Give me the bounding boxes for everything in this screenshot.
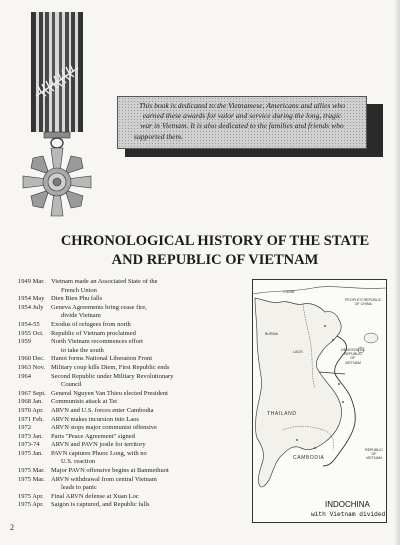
timeline-row (18, 441, 250, 450)
timeline-event-line: General Nguyen Van Thieu elected President (51, 389, 168, 397)
timeline-event-line: French Union (61, 286, 97, 294)
timeline-event (51, 424, 250, 433)
timeline-event (51, 416, 250, 425)
timeline-event (51, 493, 250, 502)
timeline-event-line: Geneva Agreements bring cease fire, (51, 303, 147, 311)
timeline-date: 1971 Feb. (18, 415, 44, 423)
timeline-event-line: Republic of Vietnam proclaimed (51, 329, 136, 337)
timeline-event-line: ARVN withdrawal from central Vietnam (51, 475, 157, 483)
timeline-date: 1954 July (18, 303, 44, 311)
timeline-row (18, 390, 250, 399)
timeline-row (18, 493, 250, 502)
timeline-date: 1975 Mar. (18, 475, 45, 483)
timeline-event-line: Second Republic under Military Revolutionary (51, 372, 174, 380)
timeline-event (51, 278, 250, 295)
timeline-event (51, 467, 250, 476)
timeline-event-line: ARVN and PAVN jostle for territory (51, 441, 146, 449)
timeline-row (18, 407, 250, 416)
timeline-row (18, 373, 250, 390)
chronology-list (18, 278, 250, 510)
timeline-event-line: leads to panic (61, 484, 97, 492)
indochina-map (252, 279, 387, 523)
timeline-event-line: Paris "Peace Agreement" signed (51, 432, 135, 440)
timeline-date: 1975 Apr. (18, 501, 44, 509)
timeline-event-line: to take the south (61, 346, 104, 354)
timeline-event-line: Military coup kills Diem, First Republic ends (51, 363, 170, 371)
dedication-line: war in Vietnam. It is also dedicated to the families and friends who (140, 121, 344, 131)
timeline-row (18, 467, 250, 476)
heading-line: CHRONOLOGICAL HISTORY OF THE STATE (60, 233, 370, 249)
map-label-prc: PEOPLE'S REPUBLIC OF CHINA (345, 298, 382, 307)
timeline-date: 1975 Jan. (18, 449, 43, 457)
timeline-event-line: ARVN makes incursion into Laos (51, 415, 139, 423)
medal-ring (51, 138, 63, 148)
timeline-date: 1964 (18, 372, 31, 380)
heading-line: AND REPUBLIC OF VIETNAM (111, 252, 319, 268)
timeline-date: 1955 Oct. (18, 329, 44, 337)
timeline-event-line: Dien Bien Phu falls (51, 295, 103, 303)
timeline-event-line: Exodus of refugees from north (51, 320, 131, 328)
dmz-line (319, 372, 345, 374)
timeline-event-line: ARVN stops major communist offensive (51, 424, 157, 432)
timeline-date: 1975 Mar. (18, 467, 45, 475)
timeline-row (18, 476, 250, 493)
timeline-date: 1954-55 (18, 320, 40, 328)
timeline-row (18, 304, 250, 321)
timeline-date: 1959 (18, 338, 31, 346)
map-caption: with Vietnam divided (311, 511, 386, 518)
map-title: INDOCHINA (325, 500, 370, 509)
timeline-row (18, 416, 250, 425)
medal-illustration (14, 10, 100, 222)
timeline-date: 1972 (18, 424, 31, 432)
timeline-row (18, 364, 250, 373)
timeline-event (51, 330, 250, 339)
map-label-cambodia: CAMBODIA (293, 455, 325, 461)
timeline-event-line: divide Vietnam (61, 312, 101, 320)
timeline-event-line: Council (61, 381, 82, 389)
timeline-date: 1963 Nov. (18, 363, 46, 371)
timeline-date: 1949 Mar. (18, 278, 45, 285)
timeline-row (18, 321, 250, 330)
timeline-row (18, 501, 250, 510)
map-label-drv: DEMOCRATIC REPUBLIC OF VIETNAM (341, 348, 365, 365)
dedication-line: supported them. (134, 131, 183, 141)
timeline-date: 1954 May (18, 295, 45, 303)
chronology-heading (50, 232, 380, 270)
timeline-event-line: U.S. reaction (61, 458, 96, 466)
medal-clasp (44, 132, 70, 138)
timeline-event-line: Major PAVN offensive begins at Banmethuot (51, 467, 169, 475)
timeline-row (18, 295, 250, 304)
timeline-event (51, 390, 250, 399)
medal-cross (23, 148, 91, 216)
timeline-row (18, 338, 250, 355)
timeline-event (51, 433, 250, 442)
timeline-date: 1973 Jan. (18, 432, 43, 440)
timeline-event (51, 373, 250, 390)
timeline-row (18, 278, 250, 295)
timeline-event-line: Saigon is captured, and Republic falls (51, 501, 150, 509)
timeline-event (51, 364, 250, 373)
timeline-event (51, 441, 250, 450)
timeline-row (18, 355, 250, 364)
timeline-date: 1973-74 (18, 441, 40, 449)
timeline-event (51, 450, 250, 467)
map-label-china: CHINA (283, 290, 295, 294)
timeline-event (51, 398, 250, 407)
timeline-event (51, 476, 250, 493)
timeline-row (18, 424, 250, 433)
map-label-burma: BURMA (265, 332, 278, 336)
timeline-date: 1967 Sept. (18, 389, 46, 397)
timeline-event (51, 338, 250, 355)
timeline-event (51, 501, 250, 510)
dedication-line: earned these awards for valor and service during the long, tragic (142, 111, 342, 121)
map-label-rvn: REPUBLIC OF VIETNAM (365, 448, 383, 461)
timeline-date: 1970 Apr. (18, 406, 44, 414)
timeline-event-line: North Vietnam recommences effort (51, 338, 143, 346)
timeline-event-line: Vietnam made an Associated State of the (51, 278, 158, 285)
dedication-box (117, 96, 367, 149)
map-label-laos: LAOS (293, 350, 303, 354)
timeline-row (18, 450, 250, 467)
timeline-event-line: Final ARVN defense at Xuan Loc (51, 492, 139, 500)
map-label-thailand: THAILAND (267, 411, 297, 417)
timeline-row (18, 330, 250, 339)
timeline-date: 1960 Dec. (18, 355, 45, 363)
dedication-line: This book is dedicated to the Vietnamese, Americans and allies who (139, 101, 345, 110)
map-drawing (253, 280, 386, 522)
timeline-row (18, 398, 250, 407)
timeline-event (51, 295, 250, 304)
page-number: 2 (10, 523, 14, 532)
timeline-event (51, 304, 250, 321)
page-edge-shadow (394, 0, 400, 545)
china-border (253, 287, 386, 294)
timeline-date: 1975 Apr. (18, 492, 44, 500)
timeline-event-line: PAVN captures Phuoc Long, with no (51, 449, 147, 457)
timeline-event (51, 355, 250, 364)
timeline-event-line: Hanoi forms National Liberation Front (51, 355, 153, 363)
timeline-event-line: ARVN and U.S. forces enter Cambodia (51, 406, 154, 414)
timeline-date: 1968 Jan. (18, 398, 43, 406)
timeline-event-line: Communists attack at Tet (51, 398, 118, 406)
hainan-island (364, 333, 378, 343)
timeline-row (18, 433, 250, 442)
timeline-event (51, 407, 250, 416)
timeline-event (51, 321, 250, 330)
